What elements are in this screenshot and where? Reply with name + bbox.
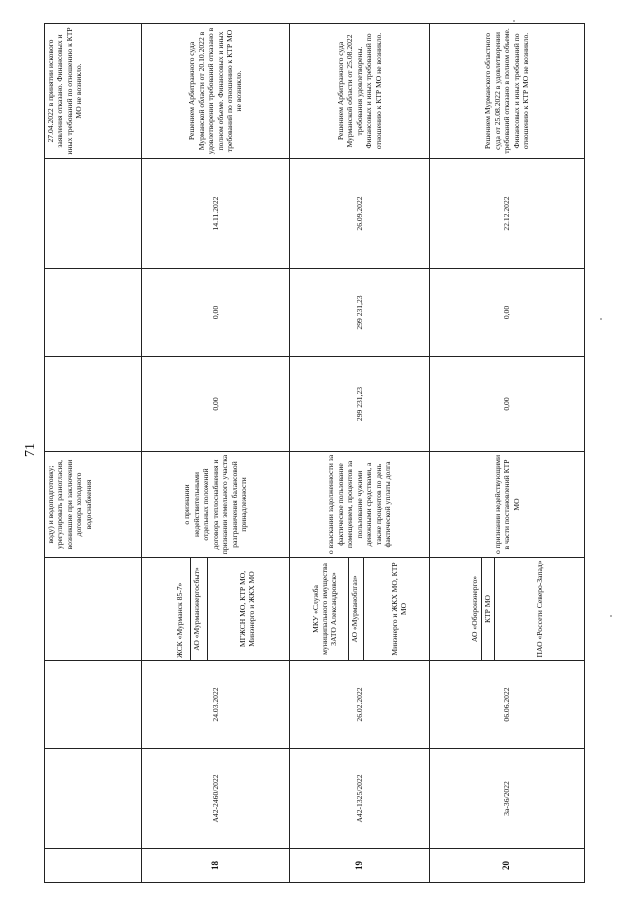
decision-date bbox=[45, 159, 142, 269]
filing-date: 06.06.2022 bbox=[430, 661, 585, 749]
case-number: 3а-36/2022 bbox=[430, 749, 585, 849]
claim-subject: о признании недействительными отдельных положений договора теплоснабжения и признании земельного участка разграничения балансовой принадлежности bbox=[142, 452, 290, 558]
case-result: 27.04.2022 в принятии искового заявления отказано. Финансовых и иных требований по отношению к КТР МО не возникло. bbox=[45, 24, 142, 159]
claim-sum: 299 231,23 bbox=[290, 357, 430, 452]
claim-sum: 0,00 bbox=[142, 357, 290, 452]
plaintiff: МКУ «Служба муниципального имущества ЗАТО Александровск» bbox=[310, 558, 349, 660]
case-number: А42-1325/2022 bbox=[290, 749, 430, 849]
collected-sum: 0,00 bbox=[430, 269, 585, 357]
row-number: 19 bbox=[290, 849, 430, 883]
case-number bbox=[45, 749, 142, 849]
table-row bbox=[290, 24, 430, 883]
third-parties: МГЖСН МО, КТР МО, Минэнерго и ЖКХ МО bbox=[237, 570, 256, 648]
claim-subject: о признании недействующими в части постановлений КТР МО bbox=[430, 452, 585, 558]
plaintiff: ЖСК «Мурманск 85-7» bbox=[174, 558, 191, 660]
decision-date: 26.09.2022 bbox=[290, 159, 430, 269]
claim-sum bbox=[45, 357, 142, 452]
scan-speck bbox=[610, 615, 612, 617]
court-cases-table bbox=[44, 23, 585, 883]
decision-date: 22.12.2022 bbox=[430, 159, 585, 269]
row-number bbox=[45, 849, 142, 883]
decision-date: 14.11.2022 bbox=[142, 159, 290, 269]
third-parties: Минэнерго и ЖКХ МО, КТР МО bbox=[389, 562, 408, 656]
collected-sum: 299 231,23 bbox=[290, 269, 430, 357]
defendant: АО «Мурманоблгаз» bbox=[349, 558, 364, 660]
filing-date bbox=[45, 661, 142, 749]
claim-subject: воду) и водоподготовку; урегулировать разногласия, возникшие при заключении договора холодного водоснабжения bbox=[45, 452, 142, 558]
claim-sum: 0,00 bbox=[430, 357, 585, 452]
row-number: 18 bbox=[142, 849, 290, 883]
parties-cell bbox=[45, 558, 142, 661]
table-row bbox=[142, 24, 290, 883]
scan-speck bbox=[600, 318, 602, 320]
parties-cell bbox=[290, 558, 430, 661]
claim-subject: о взыскании задолженности за фактическое пользование помещением, процентов за пользование чужими денежными средствами, а также процентов по день фактической уплаты долга bbox=[290, 452, 430, 558]
parties-cell bbox=[430, 558, 585, 661]
parties-cell bbox=[142, 558, 290, 661]
collected-sum: 0,00 bbox=[142, 269, 290, 357]
defendant: КТР МО bbox=[482, 558, 495, 660]
page-number: 71 bbox=[23, 443, 38, 457]
case-number: А42-2460/2022 bbox=[142, 749, 290, 849]
case-result: Решением Арбитражного суда Мурманской области от 20.10.2022 в удовлетворении требований отказано в полном объеме. Финансовых и иных требований по отношению к КТР МО не возникло. bbox=[142, 24, 290, 159]
scan-speck bbox=[513, 20, 515, 22]
filing-date: 26.02.2022 bbox=[290, 661, 430, 749]
third-parties: ПАО «Россети Северо-Запад» bbox=[534, 560, 544, 658]
case-result: Решением Мурманского областного суда от 25.08.2022 в удовлетворении требований отказано в полном объеме. Финансовых и иных требований по отношению к КТР МО не возникло. bbox=[430, 24, 585, 159]
table-row bbox=[45, 24, 142, 883]
plaintiff: АО «Оборонэнерго» bbox=[469, 558, 482, 660]
row-number: 20 bbox=[430, 849, 585, 883]
collected-sum bbox=[45, 269, 142, 357]
defendant: АО «Мурманэнергосбыт» bbox=[191, 558, 208, 660]
case-result: Решением Арбитражного суда Мурманской области от 25.08.2022 требования удовлетворены. Финансовых и иных требований по отношению к КТР МО не возникло. bbox=[290, 24, 430, 159]
filing-date: 24.03.2022 bbox=[142, 661, 290, 749]
table-row bbox=[430, 24, 585, 883]
